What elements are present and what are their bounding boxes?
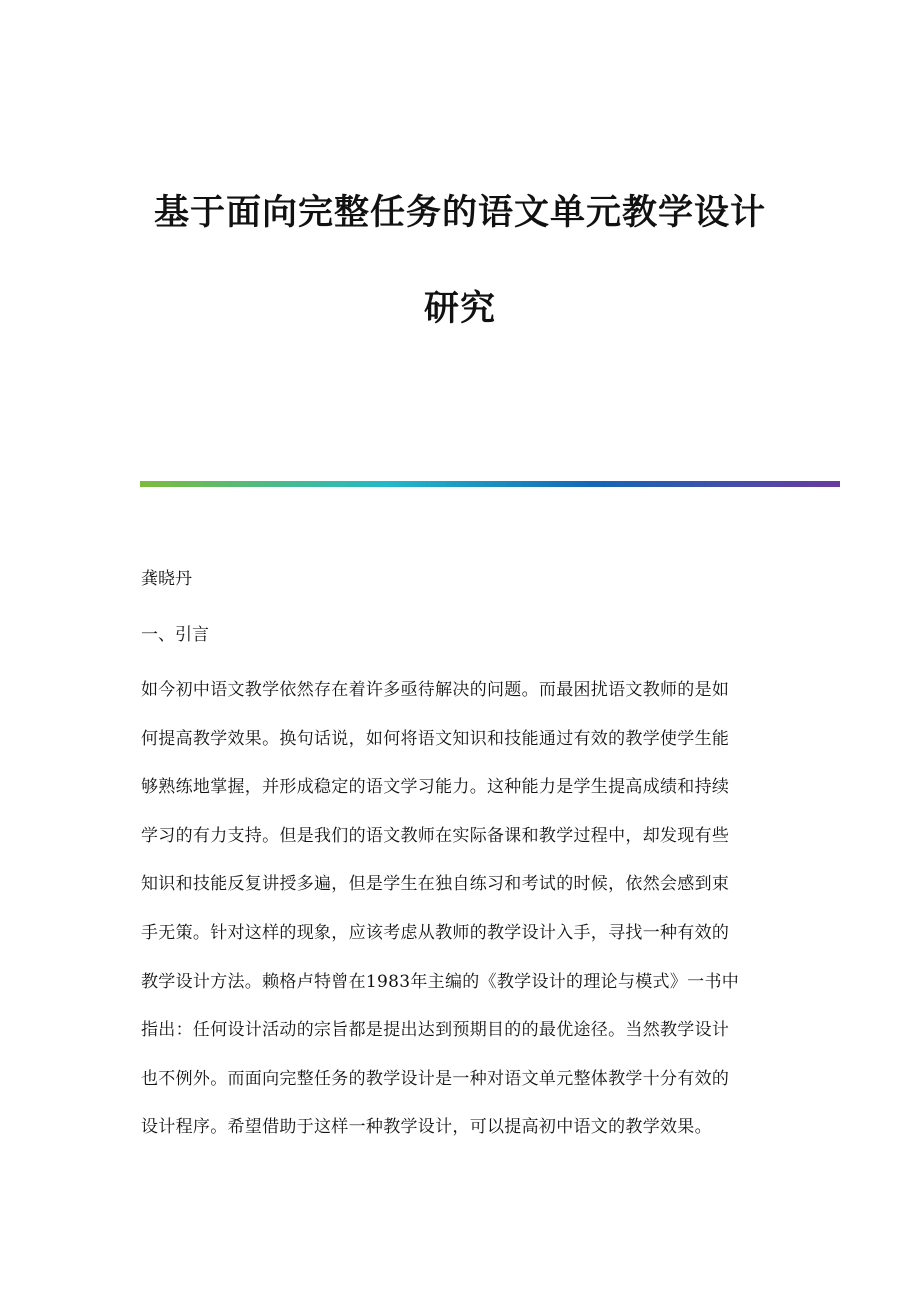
paragraph-line: 何提高教学效果。换句话说，如何将语文知识和技能通过有效的教学使学生能 [141, 728, 730, 749]
paragraph-line: 知识和技能反复讲授多遍，但是学生在独自练习和考试的时候，依然会感到束 [141, 874, 730, 895]
paragraph-line: 手无策。针对这样的现象，应该考虑从教师的教学设计入手，寻找一种有效的 [141, 922, 730, 943]
title-line-1: 基于面向完整任务的语文单元教学设计 [153, 193, 766, 233]
paragraph-line: 学习的有力支持。但是我们的语文教师在实际备课和教学过程中，却发现有些 [141, 825, 730, 846]
paragraph-line: 够熟练地掌握，并形成稳定的语文学习能力。这种能力是学生提高成绩和持续 [141, 777, 730, 798]
body-paragraph [141, 677, 781, 1163]
title-line-2: 研究 [423, 289, 496, 329]
paragraph-line: 教学设计方法。赖格卢特曾在1983年主编的《教学设计的理论与模式》一书中 [141, 971, 740, 992]
paragraph-line: 如今初中语文教学依然存在着许多亟待解决的问题。而最困扰语文教师的是如 [141, 680, 730, 700]
gradient-divider [140, 481, 840, 487]
document-title [0, 185, 920, 337]
paragraph-line: 也不例外。而面向完整任务的教学设计是一种对语文单元整体教学十分有效的 [141, 1068, 730, 1089]
paragraph-line: 设计程序。希望借助于这样一种教学设计，可以提高初中语文的教学效果。 [141, 1117, 712, 1138]
paragraph-line: 指出：任何设计活动的宗旨都是提出达到预期目的的最优途径。当然教学设计 [141, 1020, 730, 1041]
author-name: 龚晓丹 [141, 569, 192, 589]
section-heading: 一、引言 [141, 625, 209, 645]
